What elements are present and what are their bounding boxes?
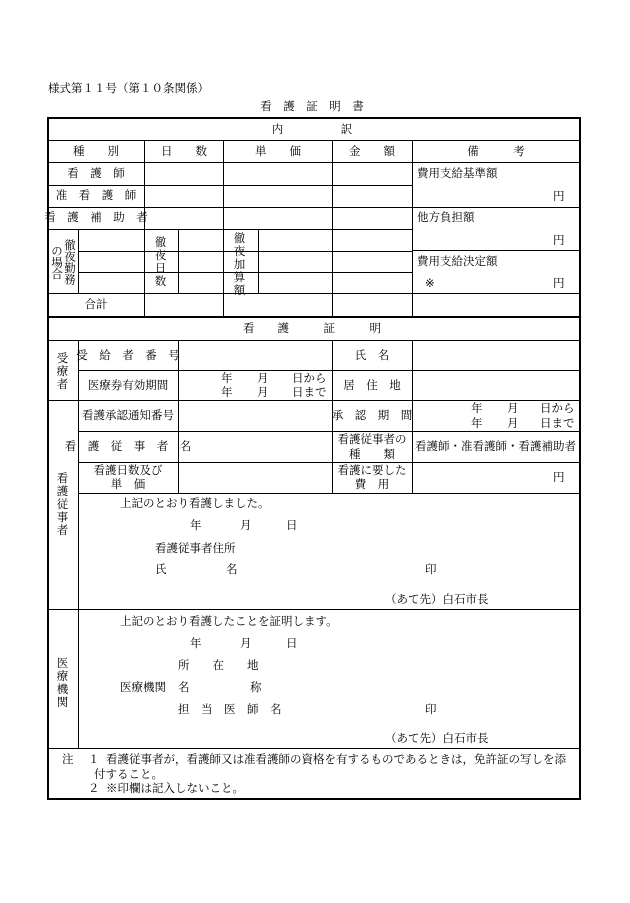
row-nurse: 看 護 師 (67, 166, 125, 180)
cost-label-1: 看護に要した (337, 463, 407, 477)
line (48, 400, 580, 401)
col-remarks: 備 考 (467, 144, 525, 158)
stmt2-year: 年 (190, 636, 202, 650)
line (412, 250, 580, 251)
breakdown-header: 内 訳 (271, 122, 353, 136)
line (78, 493, 580, 494)
inst-name-label-1: 医療機関 (120, 680, 166, 694)
vp-month-2: 月 (257, 385, 269, 399)
addressee-2: （あて先）白石市長 (385, 731, 489, 745)
line (223, 140, 224, 316)
asterisk-mark: ※ (425, 276, 435, 290)
ap-from: 日から (540, 401, 575, 415)
ap-year-2: 年 (471, 416, 483, 430)
line (48, 609, 580, 610)
stmt2-month: 月 (240, 636, 252, 650)
form-number: 様式第１１号（第１０条関係） (48, 81, 209, 95)
night-days-label: 徹夜日数 (154, 235, 167, 288)
note-2-text: ※印欄は記入しないこと。 (106, 781, 244, 795)
total-label: 合計 (84, 297, 108, 311)
remark-decided-amount: 費用支給決定額 (417, 254, 498, 268)
vp-month-1: 月 (257, 371, 269, 385)
line (48, 207, 580, 208)
line (48, 293, 580, 294)
seal-1: 印 (425, 562, 437, 576)
note-1-line-b: 付すること。 (94, 767, 163, 781)
worker-address-label: 看護従事者住所 (155, 541, 236, 555)
yen-3: 円 (553, 276, 565, 290)
inst-name-label-3: 称 (250, 680, 262, 694)
line (48, 340, 580, 341)
ap-until: 日まで (540, 416, 575, 430)
yen-2: 円 (553, 233, 565, 247)
recipient-number-label: 受 給 者 番 号 (76, 348, 180, 362)
frame-top (47, 117, 580, 119)
approval-period-label: 承 認 期 間 (331, 408, 413, 422)
line (178, 340, 179, 493)
note-label: 注 (62, 752, 74, 766)
row-night-duty: 徹夜勤務の場合 (50, 239, 77, 285)
worker-type-label-1: 看護従事者の (337, 432, 407, 446)
worker-types-options: 看護師・准看護師・看護補助者 (415, 439, 576, 453)
institution-label: 医療機関 (56, 656, 69, 709)
name-label: 氏 名 (354, 348, 390, 362)
line (78, 229, 79, 293)
days-unit-label-1: 看護日数及び (93, 463, 163, 477)
cost-label-2: 費 用 (354, 477, 390, 491)
line (48, 316, 580, 318)
note-1-number: １ (88, 752, 100, 766)
col-days: 日 数 (161, 144, 207, 158)
approval-number-label: 看護承認通知番号 (82, 408, 174, 422)
cert-header: 看 護 証 明 (243, 321, 381, 335)
vp-from: 日から (292, 371, 327, 385)
statement-nursed: 上記のとおり看護しました。 (120, 496, 270, 510)
statement-certify: 上記のとおり看護したことを証明します。 (120, 614, 338, 628)
ap-year-1: 年 (471, 401, 483, 415)
valid-period-label: 医療券有効期間 (87, 378, 169, 392)
col-amount: 金 額 (349, 144, 395, 158)
vp-until: 日まで (292, 385, 327, 399)
night-addition-label: 徹夜加算額 (233, 231, 246, 297)
note-1-line-a: 看護従事者が，看護師又は准看護師の資格を有するものであるときは，免許証の写しを添 (106, 752, 566, 766)
note-2-number: ２ (88, 781, 100, 795)
line (178, 229, 179, 293)
row-assoc-nurse: 准 看 護 師 (55, 188, 137, 202)
ap-month-1: 月 (507, 401, 519, 415)
addressee-1: （あて先）白石市長 (385, 592, 489, 606)
doctor-label: 担 当 医 師 名 (178, 702, 282, 716)
document-title: 看 護 証 明 書 (260, 99, 364, 113)
line (48, 185, 412, 186)
line (78, 370, 580, 371)
worker-name-label: 看 護 従 事 者 名 (64, 439, 192, 453)
frame-bottom (47, 798, 581, 800)
worker-mei: 名 (226, 562, 238, 576)
line (144, 140, 145, 316)
line (258, 229, 259, 293)
stmt2-day: 日 (286, 636, 298, 650)
worker-shi: 氏 (155, 562, 167, 576)
line (332, 140, 333, 316)
col-type: 種 別 (73, 144, 119, 158)
yen-4: 円 (553, 470, 565, 484)
nurse-label: 看護従事者 (56, 471, 69, 537)
line (48, 748, 580, 749)
location-label: 所 在 地 (178, 658, 259, 672)
line (48, 162, 580, 163)
row-nurse-aide: 看 護 補 助 者 (44, 210, 148, 224)
col-unit-price: 単 価 (255, 144, 301, 158)
inst-name-label-2: 名 (178, 680, 190, 694)
ap-month-2: 月 (507, 416, 519, 430)
line (48, 229, 412, 230)
line (48, 140, 580, 141)
vp-year-2: 年 (221, 385, 233, 399)
remark-standard-amount: 費用支給基準額 (417, 166, 498, 180)
vp-year-1: 年 (221, 371, 233, 385)
frame-right (579, 117, 581, 799)
stmt1-year: 年 (190, 518, 202, 532)
worker-type-label-2: 種 類 (349, 447, 395, 461)
address-label: 居 住 地 (343, 378, 401, 392)
line (78, 431, 580, 432)
remark-other-burden: 他方負担額 (417, 210, 475, 224)
seal-2: 印 (425, 702, 437, 716)
yen-1: 円 (553, 189, 565, 203)
line (78, 340, 79, 748)
line (412, 140, 413, 316)
stmt1-month: 月 (240, 518, 252, 532)
patient-label: 受療者 (56, 351, 69, 391)
days-unit-label-2: 単 価 (110, 477, 146, 491)
stmt1-day: 日 (286, 518, 298, 532)
